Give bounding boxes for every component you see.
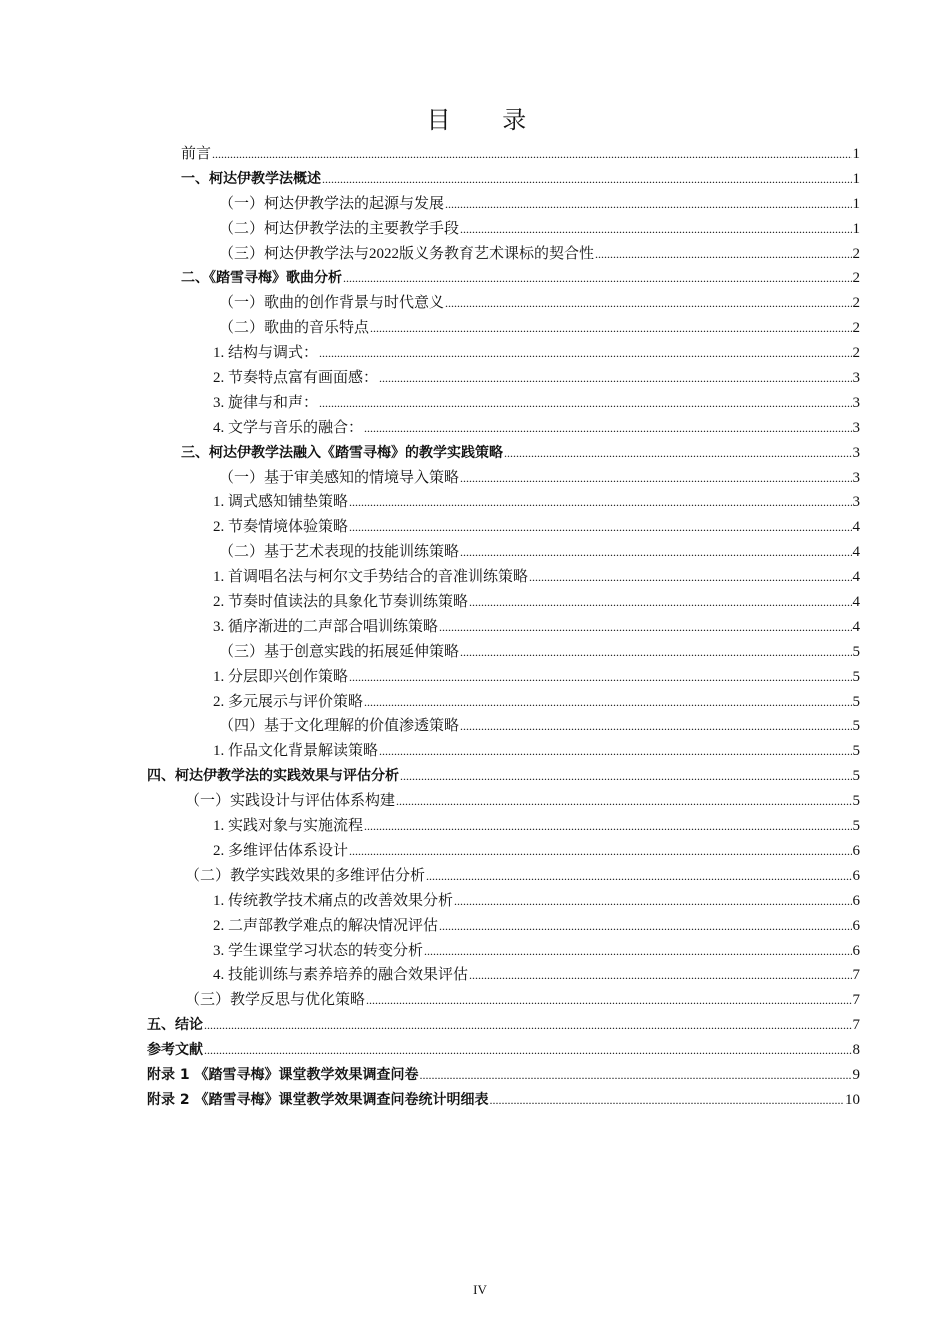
toc-leader-dots xyxy=(364,416,851,441)
toc-page-number: 3 xyxy=(852,419,860,436)
toc-title: 目 录 xyxy=(426,106,549,134)
toc-entry-3-1[interactable] xyxy=(147,466,860,491)
toc-leader-dots xyxy=(439,914,851,939)
toc-entry-appendix-2[interactable] xyxy=(147,1088,860,1113)
toc-entry-label: 三、柯达伊教学法融入《踏雪寻梅》的教学实践策略 xyxy=(181,444,503,461)
toc-entry-appendix-1[interactable] xyxy=(147,1063,860,1088)
toc-entry-3-4-1[interactable] xyxy=(147,739,860,764)
toc-leader-dots xyxy=(460,640,851,665)
toc-leader-dots xyxy=(370,316,851,341)
toc-leader-dots xyxy=(349,665,851,690)
toc-leader-dots xyxy=(319,341,851,366)
toc-entry-label: 五、结论 xyxy=(147,1017,203,1034)
toc-page-number: 10 xyxy=(845,1091,860,1108)
toc-page-number: 5 xyxy=(852,743,860,760)
toc-entry-label: 2. 二声部教学难点的解决情况评估 xyxy=(213,917,439,934)
toc-entry-2-2-4[interactable] xyxy=(147,416,860,441)
toc-entry-3-3-2[interactable] xyxy=(147,690,860,715)
toc-entry-preface[interactable] xyxy=(147,142,860,167)
toc-page-number: 2 xyxy=(852,320,860,337)
toc-entry-4-1-1[interactable] xyxy=(147,814,860,839)
toc-page-number: 1 xyxy=(852,195,860,212)
toc-entry-label: 参考文献 xyxy=(147,1042,203,1059)
toc-entry-4-2[interactable] xyxy=(147,864,860,889)
toc-page-number: 4 xyxy=(852,544,860,561)
toc-page-number: 3 xyxy=(852,469,860,486)
toc-entry-1-1[interactable] xyxy=(147,192,860,217)
toc-entry-label: 1. 结构与调式： xyxy=(213,345,319,362)
toc-leader-dots xyxy=(460,466,851,491)
toc-page-number: 3 xyxy=(852,494,860,511)
toc-page-number: 4 xyxy=(852,594,860,611)
toc-page-number: 5 xyxy=(852,643,860,660)
toc-entry-label: 2. 节奏时值读法的具象化节奏训练策略 xyxy=(213,594,469,611)
toc-page-number: 6 xyxy=(852,892,860,909)
toc-page-number: 6 xyxy=(852,917,860,934)
toc-entry-section-2[interactable] xyxy=(147,266,860,291)
toc-entry-label: 3. 旋律与和声： xyxy=(213,394,319,411)
toc-entry-label: 2. 节奏特点富有画面感： xyxy=(213,370,379,387)
toc-entry-3-2-2[interactable] xyxy=(147,590,860,615)
toc-entry-4-1-2[interactable] xyxy=(147,839,860,864)
toc-page-number: 5 xyxy=(852,793,860,810)
toc-entry-label: （二）基于艺术表现的技能训练策略 xyxy=(219,544,460,561)
toc-entry-label: （三）基于创意实践的拓展延伸策略 xyxy=(219,643,460,660)
toc-page-number: 5 xyxy=(852,818,860,835)
toc-page-number: 2 xyxy=(852,295,860,312)
toc-entry-label: 1. 分层即兴创作策略 xyxy=(213,668,349,685)
toc-entry-label: 2. 多维评估体系设计 xyxy=(213,842,349,859)
toc-entry-3-2-3[interactable] xyxy=(147,615,860,640)
toc-entry-label: 四、柯达伊教学法的实践效果与评估分析 xyxy=(147,768,399,785)
toc-leader-dots xyxy=(364,690,851,715)
toc-leader-dots xyxy=(364,814,851,839)
toc-page-number: 3 xyxy=(852,370,860,387)
toc-entry-label: 附录 2 《踏雪寻梅》课堂教学效果调查问卷统计明细表 xyxy=(147,1091,489,1108)
toc-entry-label: 1. 实践对象与实施流程 xyxy=(213,818,364,835)
toc-entry-label: （三）教学反思与优化策略 xyxy=(185,992,366,1009)
toc-entry-label: 3. 学生课堂学习状态的转变分析 xyxy=(213,942,424,959)
table-of-contents xyxy=(147,142,860,1113)
toc-leader-dots xyxy=(420,1063,852,1088)
toc-page-number: 2 xyxy=(852,245,860,262)
toc-leader-dots xyxy=(366,988,851,1013)
toc-entry-label: （二）教学实践效果的多维评估分析 xyxy=(185,867,426,884)
toc-entry-2-2-1[interactable] xyxy=(147,341,860,366)
toc-leader-dots xyxy=(343,266,852,291)
toc-entry-3-3-1[interactable] xyxy=(147,665,860,690)
toc-entry-label: （一）实践设计与评估体系构建 xyxy=(185,793,396,810)
toc-page-number: 6 xyxy=(852,942,860,959)
toc-leader-dots xyxy=(379,366,851,391)
toc-entry-label: 4. 文学与音乐的融合： xyxy=(213,419,364,436)
toc-leader-dots xyxy=(595,242,851,267)
toc-entry-2-2-2[interactable] xyxy=(147,366,860,391)
toc-entry-4-2-4[interactable] xyxy=(147,963,860,988)
toc-leader-dots xyxy=(504,441,852,466)
toc-page-number: 5 xyxy=(852,718,860,735)
toc-entry-label: （一）歌曲的创作背景与时代意义 xyxy=(219,295,445,312)
toc-leader-dots xyxy=(349,839,851,864)
toc-page-number: 1 xyxy=(852,146,860,162)
toc-leader-dots xyxy=(490,1088,845,1113)
toc-leader-dots xyxy=(439,615,851,640)
toc-entry-label: 3. 循序渐进的二声部合唱训练策略 xyxy=(213,618,439,635)
toc-leader-dots xyxy=(322,167,852,192)
toc-leader-dots xyxy=(529,565,851,590)
toc-entry-3-1-1[interactable] xyxy=(147,490,860,515)
toc-entry-label: 附录 1 《踏雪寻梅》课堂教学效果调查问卷 xyxy=(147,1066,419,1083)
toc-leader-dots xyxy=(212,142,851,167)
toc-leader-dots xyxy=(349,515,851,540)
toc-page-number: 3 xyxy=(852,394,860,411)
toc-leader-dots xyxy=(460,540,851,565)
toc-entry-label: 前言 xyxy=(181,146,212,162)
toc-entry-3-4[interactable] xyxy=(147,714,860,739)
toc-entry-section-5[interactable] xyxy=(147,1013,860,1038)
toc-entry-4-1[interactable] xyxy=(147,789,860,814)
toc-leader-dots xyxy=(460,217,851,242)
toc-entry-4-3[interactable] xyxy=(147,988,860,1013)
toc-entry-1-3[interactable] xyxy=(147,242,860,267)
page-number-footer: IV xyxy=(473,1282,487,1297)
toc-page-number: 5 xyxy=(852,693,860,710)
toc-leader-dots xyxy=(396,789,851,814)
toc-leader-dots xyxy=(469,590,851,615)
toc-leader-dots xyxy=(460,714,851,739)
toc-entry-4-2-2[interactable] xyxy=(147,914,860,939)
toc-entry-label: （三）柯达伊教学法与2022版义务教育艺术课标的契合性 xyxy=(219,245,595,262)
toc-page-number: 5 xyxy=(852,668,860,685)
toc-entry-label: 2. 多元展示与评价策略 xyxy=(213,693,364,710)
toc-entry-label: 4. 技能训练与素养培养的融合效果评估 xyxy=(213,967,469,984)
toc-entry-references[interactable] xyxy=(147,1038,860,1063)
toc-entry-2-2[interactable] xyxy=(147,316,860,341)
toc-entry-4-2-1[interactable] xyxy=(147,889,860,914)
toc-page-number: 4 xyxy=(852,618,860,635)
toc-page-number: 9 xyxy=(852,1066,860,1083)
toc-leader-dots xyxy=(400,764,852,789)
toc-leader-dots xyxy=(469,963,851,988)
toc-entry-1-2[interactable] xyxy=(147,217,860,242)
toc-leader-dots xyxy=(424,939,851,964)
toc-leader-dots xyxy=(204,1013,852,1038)
toc-leader-dots xyxy=(204,1038,852,1063)
toc-entry-label: 一、柯达伊教学法概述 xyxy=(181,170,321,187)
toc-page-number: 5 xyxy=(852,768,860,785)
toc-page-number: 2 xyxy=(852,270,860,287)
toc-page-number: 6 xyxy=(852,842,860,859)
toc-entry-3-2-1[interactable] xyxy=(147,565,860,590)
toc-page-number: 1 xyxy=(852,220,860,237)
toc-entry-label: 1. 调式感知铺垫策略 xyxy=(213,494,349,511)
toc-entry-2-1[interactable] xyxy=(147,291,860,316)
toc-entry-label: （二）歌曲的音乐特点 xyxy=(219,320,370,337)
toc-entry-section-3[interactable] xyxy=(147,441,860,466)
toc-entry-section-1[interactable] xyxy=(147,167,860,192)
toc-entry-3-3[interactable] xyxy=(147,640,860,665)
toc-leader-dots xyxy=(445,291,851,316)
toc-leader-dots xyxy=(445,192,851,217)
toc-page-number: 8 xyxy=(852,1042,860,1059)
toc-page-number: 4 xyxy=(852,519,860,536)
toc-leader-dots xyxy=(349,490,851,515)
toc-entry-label: （一）柯达伊教学法的起源与发展 xyxy=(219,195,445,212)
toc-page-number: 7 xyxy=(852,992,860,1009)
toc-page-number: 7 xyxy=(852,1017,860,1034)
toc-leader-dots xyxy=(426,864,851,889)
toc-leader-dots xyxy=(379,739,851,764)
toc-page-number: 7 xyxy=(852,967,860,984)
toc-page-number: 6 xyxy=(852,867,860,884)
toc-page-number: 1 xyxy=(852,170,860,187)
toc-entry-3-2[interactable] xyxy=(147,540,860,565)
toc-entry-label: 1. 传统教学技术痛点的改善效果分析 xyxy=(213,892,454,909)
toc-entry-section-4[interactable] xyxy=(147,764,860,789)
toc-page-number: 4 xyxy=(852,569,860,586)
toc-entry-3-1-2[interactable] xyxy=(147,515,860,540)
toc-entry-label: （四）基于文化理解的价值渗透策略 xyxy=(219,718,460,735)
toc-entry-label: （一）基于审美感知的情境导入策略 xyxy=(219,469,460,486)
toc-leader-dots xyxy=(454,889,851,914)
toc-entry-4-2-3[interactable] xyxy=(147,939,860,964)
toc-leader-dots xyxy=(319,391,851,416)
toc-entry-label: （二）柯达伊教学法的主要教学手段 xyxy=(219,220,460,237)
toc-entry-label: 二、《踏雪寻梅》歌曲分析 xyxy=(181,270,342,287)
toc-entry-label: 1. 首调唱名法与柯尔文手势结合的音准训练策略 xyxy=(213,569,529,586)
toc-entry-label: 1. 作品文化背景解读策略 xyxy=(213,743,379,760)
toc-entry-label: 2. 节奏情境体验策略 xyxy=(213,519,349,536)
toc-entry-2-2-3[interactable] xyxy=(147,391,860,416)
toc-page-number: 3 xyxy=(852,444,860,461)
toc-page-number: 2 xyxy=(852,345,860,362)
